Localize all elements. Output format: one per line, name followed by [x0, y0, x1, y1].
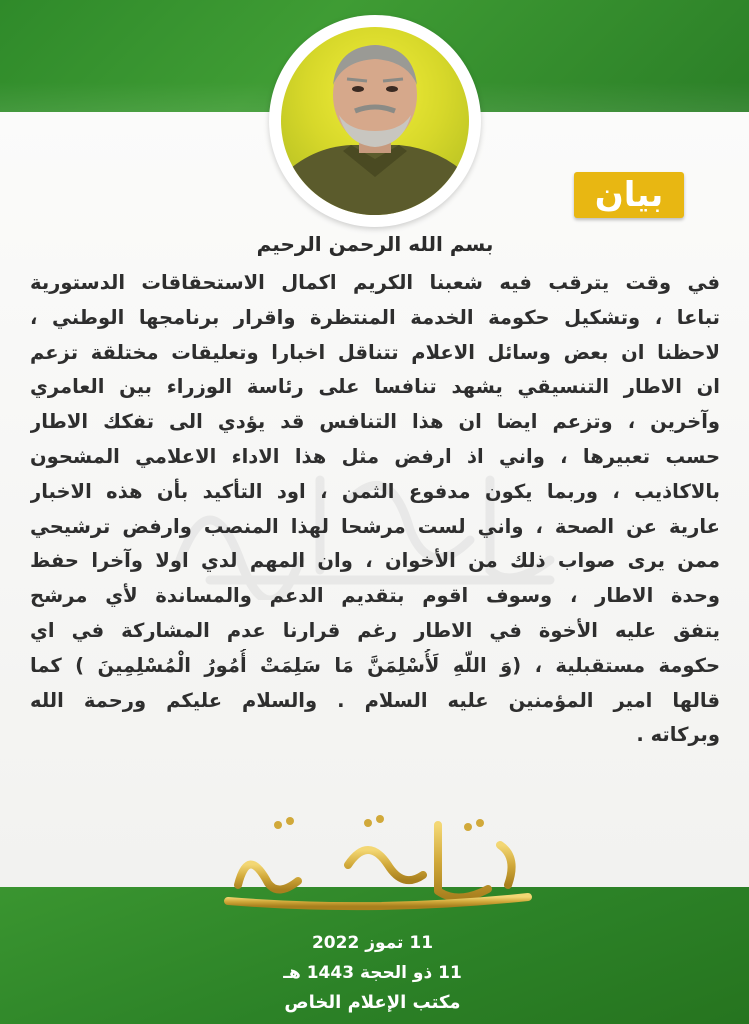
office-name: مكتب الإعلام الخاص: [284, 992, 461, 1013]
statement-line: حكومة مستقبلية ، (وَ اللّهِ لَأُسْلِمَنَّ مَا سَلِمَتْ أُمُورُ الْمُسْلِمِينَ ) كما: [30, 653, 720, 677]
date-gregorian: 11 تموز 2022: [311, 933, 434, 953]
statement-badge: بيان: [574, 172, 684, 218]
basmala-heading: بسم الله الرحمن الرحيم: [256, 232, 494, 256]
statement-line: لاحظنا ان بعض وسائل الاعلام تتناقل اخبارا وتعليقات مختلقة تزعم: [30, 340, 720, 364]
statement-line: وبركاته .: [636, 723, 720, 747]
statement-line: عارية عن الصحة ، واني لست مرشحا لهذا المنصب وارفض ترشيحي: [30, 514, 720, 538]
statement-line: تباعا ، وتشكيل حكومة الخدمة المنتظرة واقرار برنامجها الوطني ،: [30, 305, 720, 329]
statement-body: [30, 266, 720, 753]
statement-line: بالاكاذيب ، وربما يكون مدفوع الثمن ، اود التأكيد بأن هذه الاخبار: [30, 479, 720, 503]
date-hijri: 11 ذو الحجة 1443 هـ: [283, 963, 462, 983]
statement-line: وحدة الاطار ، وسوف اقوم بتقديم الدعم والمساندة لأي مرشح: [30, 584, 720, 608]
statement-line: يتفق عليه الأخوة في الاطار رغم قرارنا عدم المشاركة في اي: [30, 618, 720, 642]
statement-line: في وقت يترقب فيه شعبنا الكريم اكمال الاستحقاقات الدستورية: [30, 271, 720, 294]
portrait-photo: [281, 27, 469, 215]
statement-line: وآخرين ، وتزعم ايضا ان هذا التنافس قد يؤدي الى تفكك الاطار: [30, 410, 720, 434]
calligraphic-signature: [218, 805, 538, 915]
statement-line: ممن يرى صواب ذلك من الأخوان ، وان المهم لدي اولا وآخرا حفظ: [30, 549, 720, 573]
statement-line: ان الاطار التنسيقي يشهد تنافسا على رئاسة الوزراء بين العامري: [30, 375, 720, 399]
footer-info: [250, 928, 495, 1018]
statement-line: قالها امير المؤمنين عليه السلام . والسلام عليكم ورحمة الله: [30, 688, 720, 712]
portrait-illustration: [281, 27, 469, 215]
statement-line: حسب تعبيرها ، واني اذ ارفض مثل هذا الاداء الاعلامي المشحون: [30, 444, 720, 468]
